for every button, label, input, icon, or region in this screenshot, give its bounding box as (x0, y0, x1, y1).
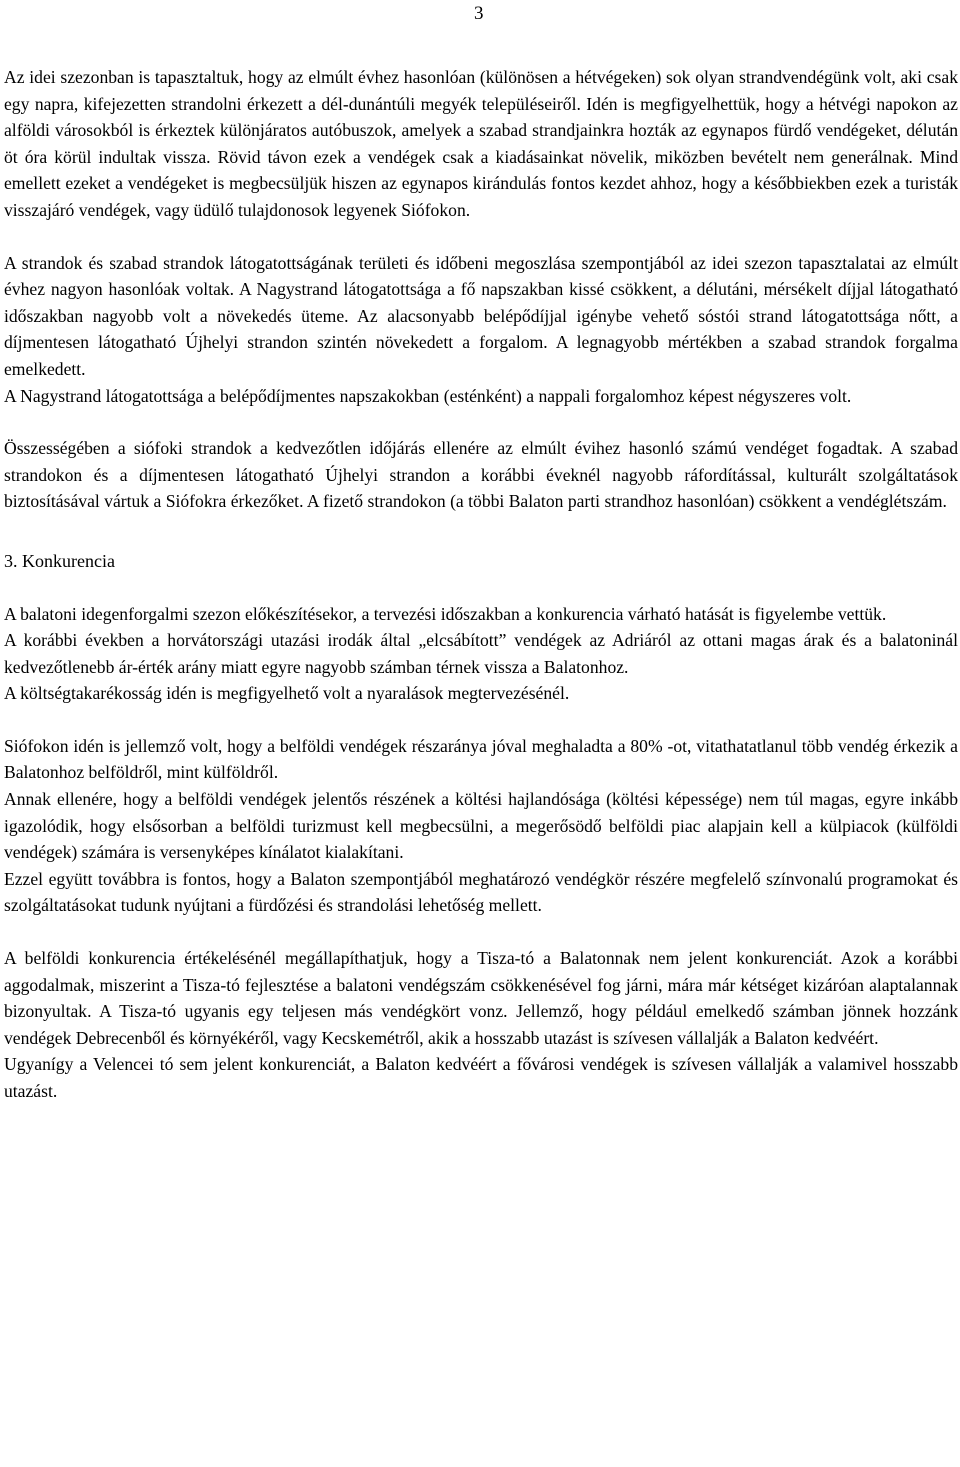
paragraph-domestic-spending: Annak ellenére, hogy a belföldi vendégek jelentős részének a költési hajlandósága (költési képessége) nem túl magas, egyre inkább igazolódik, hogy elsősorban a belföldi turizmust kell megbecsülni, a megerősödő belföldi piac alapjain kell a külpiacok (külföldi vendégek) számára is versenyképes kínálatot kialakítani. (4, 789, 958, 863)
section-heading-konkurencia: 3. Konkurencia (4, 550, 115, 571)
paragraph-competition-planning: A balatoni idegenforgalmi szezon előkészítésekor, a tervezési időszakban a konkurencia várható hatását is figyelembe vettük. (4, 603, 887, 624)
spacer (4, 409, 958, 435)
paragraph-cost-saving: A költségtakarékosság idén is megfigyelhető volt a nyaralások megtervezésénél. (4, 683, 570, 704)
spacer (4, 575, 958, 601)
paragraph-croatia: A korábbi években a horvátországi utazási irodák által „elcsábított” vendégek az Adriáról az ottani magas árak és a balatoninál kedvezőtlenebb ár-érték arány miatt egyre nagyobb számban térnek vissza a Balatonhoz. (4, 630, 958, 677)
spacer (4, 707, 958, 733)
paragraph-programs: Ezzel együtt továbbra is fontos, hogy a Balaton szempontjából meghatározó vendégkör részére megfelelő színvonalú programokat és szolgáltatásokat tudunk nyújtani a fürdőzési és strandolási lehetőség mellett. (4, 868, 958, 916)
paragraph-tisza-lake: A belföldi konkurencia értékelésénél megállapíthatjuk, hogy a Tisza-tó a Balatonnak nem jelent konkurenciát. Azok a korábbi aggodalmak, miszerint a Tisza-tó fejlesztése a balatoni vendégszám csökkenésével fog járni, mára már kétséget kizáróan alaptalannak bizonyultak. A Tisza-tó ugyanis egy teljesen más vendégkört vonz. Jellemző, hogy például emelkedő számban jönnek hozzánk vendégek Debrecenből és környékéről, vagy Kecskemétről, akik a hosszabb utazást is szívesen vállalják a Balaton kedvéért. (4, 948, 958, 1048)
spacer (4, 515, 958, 548)
paragraph-summary: Összességében a siófoki strandok a kedvezőtlen időjárás ellenére az elmúlt évihez hasonló számú vendéget fogadtak. A szabad strandokon és a díjmentesen látogatható Újhelyi strandon a korábbi éveknél nagyobb ráfordítással, kulturált szolgáltatások biztosításával vártuk a Siófokra érkezőket. A fizető strandokon (a többi Balaton parti strandhoz hasonlóan) csökkent a vendéglétszám. (4, 438, 958, 512)
spacer (4, 919, 958, 945)
page-number: 3 (474, 3, 484, 24)
paragraph-domestic-share: Siófokon idén is jellemző volt, hogy a belföldi vendégek részaránya jóval meghaladta a 80% -ot, vitathatatlanul több vendég érkezik a Balatonhoz belföldről, mint külföldről. (4, 735, 958, 783)
spacer (4, 224, 958, 250)
paragraph-velence-lake: Ugyanígy a Velencei tó sem jelent konkurenciát, a Balaton kedvéért a fővárosi vendégek is szívesen vállalják a valamivel hosszabb utazást. (4, 1054, 958, 1101)
paragraph-nagystrand-evening: A Nagystrand látogatottsága a belépődíjmentes napszakokban (esténként) a nappali forgalomhoz képest négyszeres volt. (4, 385, 852, 406)
paragraph-day-trippers: Az idei szezonban is tapasztaltuk, hogy az elmúlt évhez hasonlóan (különösen a hétvégeken) sok olyan strandvendégünk volt, aki csak egy napra, kifejezetten strandolni érkezett a dél-dunántúli megyék településeiről. Idén is megfigyelhettük, hogy a hétvégi napokon az alföldi városokból is érkeztek különjáratos autóbuszok, amelyek a szabad strandjainkra hozták az egynapos fürdő vendégeket, délután öt óra körül indultak vissza. Rövid távon ezek a vendégek csak a kiadásainkat növelik, miközben bevételt nem generálnak. Mind emellett ezeket a vendégeket is megbecsüljük hiszen az egynapos kirándulás fontos kezdet ahhoz, hogy a későbbiekben ezek a turisták visszajáró vendégek, vagy üdülő tulajdonosok legyenek Siófokon. (4, 67, 958, 220)
document-body (4, 64, 958, 1105)
paragraph-beach-distribution: A strandok és szabad strandok látogatottságának területi és időbeni megoszlása szempontjából az idei szezon tapasztalatai az elmúlt évhez nagyon hasonlóak voltak. A Nagystrand látogatottsága a fő napszakban kissé csökkent, a délutáni, mérsékelt díjjal látogatható időszakban nagyobb volt a növekedés üteme. Az alacsonyabb belépődíjjal igénybe vehető sóstói strand látogatottsága nőtt, a díjmentesen látogatható Újhelyi strandon szintén növekedett a forgalom. A legnagyobb mértékben a szabad strandok forgalma emelkedett. (4, 252, 958, 379)
